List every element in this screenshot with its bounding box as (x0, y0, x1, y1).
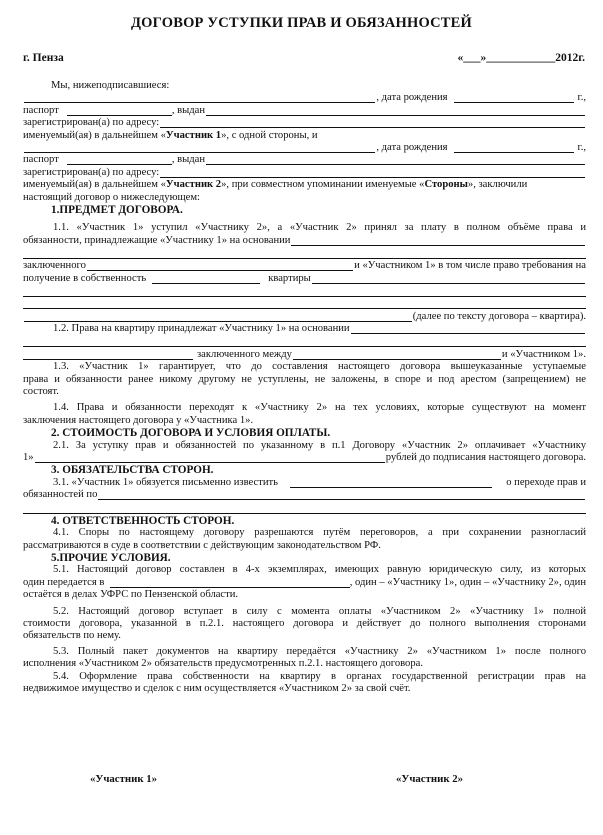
clause-5-1-copies-line: один передается в , один – «Участнику 1», один – «Участнику 2», один (23, 576, 586, 588)
clause-1-2-between-line: заключенного между и «Участником 1». (23, 349, 586, 361)
clause-3-1-obligations-line: обязанностей по (23, 489, 586, 501)
clause-5-1-line: 5.1. Настоящий договор составлен в 4-х экземплярах, имеющих равную юридическую силу, из которых (53, 564, 586, 576)
clause-2-1-line: 2.1. За уступку прав и обязанностей по указанному в п.1 Договору «Участник 2» оплачивает «Участнику (53, 439, 586, 451)
clause-1-4-line: 1.4. Права и обязанности переходят к «Участнику 2» на тех условиях, которые существуют на момент (53, 402, 586, 414)
party1-address-line: зарегистрирован(а) по адресу: (23, 117, 586, 129)
section3-heading: 3. ОБЯЗАТЕЛЬСТВА СТОРОН. (51, 464, 214, 477)
clause-1-2-blank-b (293, 350, 501, 360)
apartment-blank (312, 274, 585, 284)
clause-1-1-apartment-line: (далее по тексту договора – квартира). (23, 311, 586, 323)
clause-1-3-line: состоят. (23, 385, 59, 397)
party1-address-blank (160, 118, 585, 128)
clause-1-2-basis-blank (351, 324, 585, 334)
intro-line: Мы, нижеподписавшиеся: (51, 79, 170, 91)
contract-body (23, 80, 586, 695)
document-title: ДОГОВОР УСТУПКИ ПРАВ И ОБЯЗАННОСТЕЙ (131, 15, 472, 31)
notify-blank (290, 478, 492, 488)
clause-1-3-line: 1.3. «Участник 1» гарантирует, что до составления настоящего договора вышеуказанные уступаемые (53, 361, 586, 373)
clause-5-1-line: остаётся в делах УФРС по Пензенской области. (23, 589, 239, 601)
clause-1-2-line: 1.2. Права на квартиру принадлежат «Участнику 1» на основании (23, 323, 586, 335)
obligations-blank (98, 490, 585, 500)
signature-party2: «Участник 2» (396, 773, 464, 785)
amount-blank (35, 453, 385, 463)
blank-line (23, 504, 586, 514)
copy-recipient-blank (110, 578, 349, 588)
blank-line (23, 249, 586, 259)
section2-heading: 2. СТОИМОСТЬ ДОГОВОРА И УСЛОВИЯ ОПЛАТЫ. (51, 427, 331, 440)
clause-3-1-line: 3.1. «Участник 1» обязуется письменно известить о переходе прав и (53, 476, 586, 488)
blank-line (23, 299, 586, 309)
clause-5-2-line: обязательств по нему. (23, 630, 121, 642)
city: г. Пенза (23, 52, 64, 64)
party2-issued-blank (206, 155, 585, 165)
party1-named-line: именуемый(ая) в дальнейшем « Участник 1 », с одной стороны, и (23, 129, 318, 141)
clause-5-3-line: исполнения «Участником 2» обязательств предусмотренных п.2.1. настоящего договора. (23, 658, 424, 670)
clause-5-4-line: 5.4. Оформление права собственности на квартиру в органах государственной регистрации прав на (53, 670, 586, 682)
party1-passport-line: паспорт , выдан (23, 105, 586, 117)
party1-name-blank (24, 93, 375, 103)
clause-2-1-amount-line: 1» рублей до подписания настоящего договора. (23, 451, 586, 463)
party1-issued-blank (206, 106, 585, 116)
clause-1-4-line: заключения настоящего договора у «Участника 1». (23, 414, 254, 426)
party2-name-blank (24, 143, 375, 153)
party2-address-line: зарегистрирован(а) по адресу: (23, 167, 586, 179)
clause-4-1-line: 4.1. Споры по настоящему договору разрешаются путём переговоров, а при сохранении разногласий (53, 527, 586, 539)
concluded-line: настоящий договор о нижеследующем: (23, 191, 201, 203)
clause-1-1-line: 1.1. «Участник 1» уступил «Участнику 2», а «Участник 2» принял за плату в полном объёме права и (53, 222, 586, 234)
party1-passport-blank (67, 106, 172, 116)
clause-1-3-line: права и обязанности ранее никому другому не уступлены, не заложены, в споре и под арестом (запрещением) не (23, 373, 586, 385)
party2-passport-blank (67, 155, 172, 165)
party1-birth-line: , дата рождения г., (23, 92, 586, 104)
clause-5-2-line: 5.2. Настоящий договор вступает в силу с момента оплаты «Участником 2» «Участнику 1» полной (53, 605, 586, 617)
blank-line (23, 287, 586, 297)
party2-birth-line: , дата рождения г., (23, 142, 586, 154)
section5-heading: 5.ПРОЧИЕ УСЛОВИЯ. (51, 552, 171, 565)
party2-named-line: именуемый(ая) в дальнейшем « Участник 2 », при совместном упоминании именуемые « Стороны », заключили (23, 179, 528, 191)
clause-5-3-line: 5.3. Полный пакет документов на квартиру передаётся «Участнику 2» «Участником 1» после полного (53, 645, 586, 657)
party2-passport-line: паспорт , выдан (23, 154, 586, 166)
section1-heading: 1.ПРЕДМЕТ ДОГОВОРА. (51, 203, 183, 216)
party1-birth-blank (454, 93, 574, 103)
ownership-blank (152, 274, 260, 284)
clause-1-1-concluded-line: заключенного и «Участником 1» в том числе право требования на (23, 260, 586, 272)
clause-1-1-basis-blank (291, 236, 585, 246)
clause-1-1-basis-line: обязанности, принадлежащие «Участнику 1» на основании (23, 235, 586, 247)
clause-4-1-line: рассматриваются в суде в соответствии с действующим законодательством РФ. (23, 539, 381, 551)
clause-1-1-concluded-blank (87, 261, 353, 271)
blank-line (23, 337, 586, 347)
section4-heading: 4. ОТВЕТСТВЕННОСТЬ СТОРОН. (51, 514, 235, 527)
clause-5-4-line: недвижимое имущество и сделок с ним осуществляется «Участником 2» за свой счёт. (23, 682, 411, 694)
clause-1-1-ownership-line: получение в собственность квартиры (23, 273, 586, 285)
clause-5-2-line: стоимости договора, указанной в п.2.1. настоящего договора и действует до полного выполнения сторонами (23, 618, 586, 630)
signature-party1: «Участник 1» (90, 773, 158, 785)
contract-date: «___»____________2012г. (457, 52, 585, 64)
party2-birth-blank (454, 143, 574, 153)
clause-1-2-blank-a (23, 350, 193, 360)
apartment-description-blank (24, 312, 412, 322)
party2-address-blank (160, 168, 585, 178)
